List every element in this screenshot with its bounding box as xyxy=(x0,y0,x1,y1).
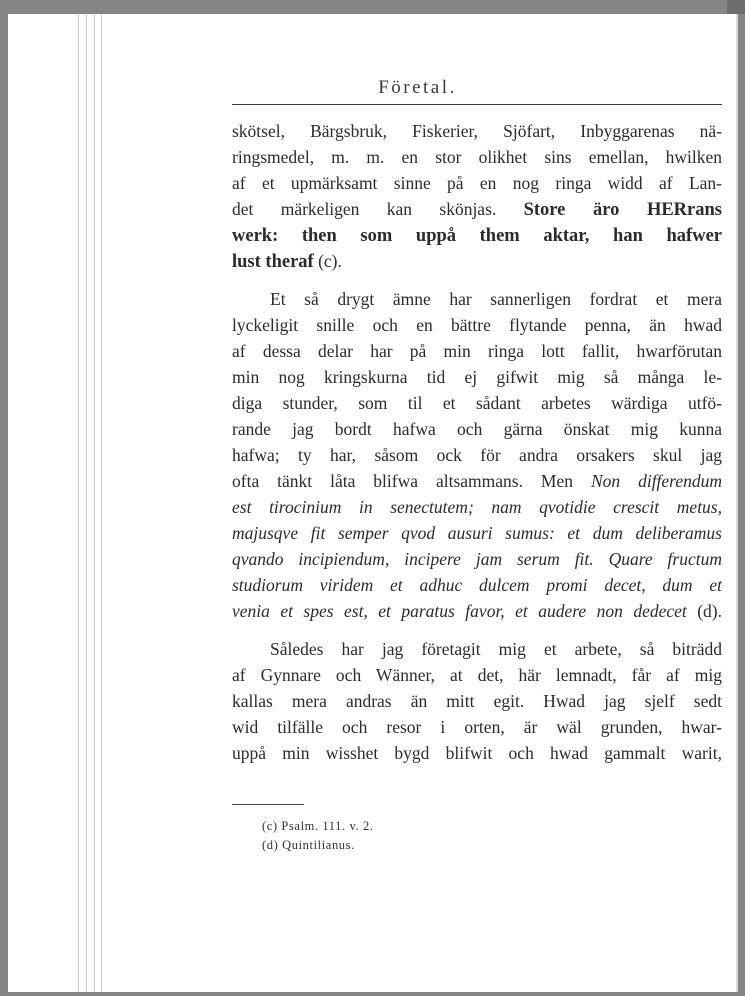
text-line: Et så drygt ämne har sannerligen fordrat et mera xyxy=(270,289,722,309)
text-line: min nog kringskurna tid ej gifwit mig så många le- xyxy=(232,367,722,387)
text-line xyxy=(232,598,722,624)
bold-quote: werk: then som uppå them aktar, han hafwer xyxy=(232,226,722,246)
latin-quote: Non differendum xyxy=(590,471,722,491)
text-line: Således har jag företagit mig et arbete, så biträdd xyxy=(270,639,722,659)
bold-quote: Store äro HERrans xyxy=(523,200,722,220)
text-line: diga stunder, som til et sådant arbetes wärdiga utfö- xyxy=(232,393,722,413)
footnote-c: (c) Psalm. 111. v. 2. xyxy=(262,819,374,833)
text-line: af dessa delar har på min ringa lott fallit, hwarförutan xyxy=(232,341,722,361)
footnote-rule xyxy=(232,804,304,805)
text-line: ringsmedel, m. m. en stor olikhet sins emellan, hwilken xyxy=(232,147,722,167)
page-edge-line xyxy=(78,14,79,992)
text-line xyxy=(232,468,722,494)
text-line xyxy=(232,222,722,248)
text-line: af et upmärksamt sinne på en nog ringa widd af Lan- xyxy=(232,173,722,193)
text-line: uppå min wisshet bygd blifwit och hwad gammalt warit, xyxy=(232,743,722,763)
text-line: lyckeligit snille och en bättre flytande penna, än hwad xyxy=(232,315,722,335)
latin-line: qvando incipiendum, incipere jam serum fit. Quare fructum xyxy=(232,549,722,569)
paragraph-1 xyxy=(232,118,722,274)
bold-quote: lust theraf xyxy=(232,252,314,272)
text-run: det märkeligen kan skönjas. xyxy=(232,199,497,219)
text-run: ofta tänkt låta blifwa altsammans. Men xyxy=(232,471,573,491)
text-line xyxy=(232,248,722,274)
latin-line: majusqve fit semper qvod ausuri sumus: et dum deliberamus xyxy=(232,523,722,543)
footnote-ref-d: (d). xyxy=(697,601,722,621)
text-line: skötsel, Bärgsbruk, Fiskerier, Sjöfart, Inbyggarenas nä- xyxy=(232,121,722,141)
latin-line: est tirocinium in senectutem; nam qvotidie crescit metus, xyxy=(232,497,722,517)
text-line: rande jag bordt hafwa och gärna önskat mig kunna xyxy=(232,419,722,439)
text-line: kallas mera andras än mitt egit. Hwad jag sjelf sedt xyxy=(232,691,722,711)
body-text xyxy=(232,118,722,766)
paragraph-2 xyxy=(232,286,722,624)
scan-corner xyxy=(727,0,745,14)
running-header: Företal. xyxy=(378,77,457,98)
header-rule xyxy=(232,104,722,105)
text-line: wid tilfälle och resor i orten, är wäl grunden, hwar- xyxy=(232,717,722,737)
latin-line: studiorum viridem et adhuc dulcem promi decet, dum et xyxy=(232,575,722,595)
page-edge-line xyxy=(101,14,102,992)
page-edge-line xyxy=(94,14,95,992)
text-line: hafwa; ty har, såsom ock för andra orsakers skul jag xyxy=(232,445,722,465)
paragraph-3 xyxy=(232,636,722,766)
text-line xyxy=(232,196,722,222)
footnote-d: (d) Quintilianus. xyxy=(262,838,355,852)
page-edge-line xyxy=(86,14,87,992)
text-line: af Gynnare och Wänner, at det, här lemnadt, får af mig xyxy=(232,665,722,685)
footnote-ref-c: (c). xyxy=(318,251,342,271)
latin-quote: venia et spes est, et paratus favor, et audere non dedecet xyxy=(232,601,687,621)
